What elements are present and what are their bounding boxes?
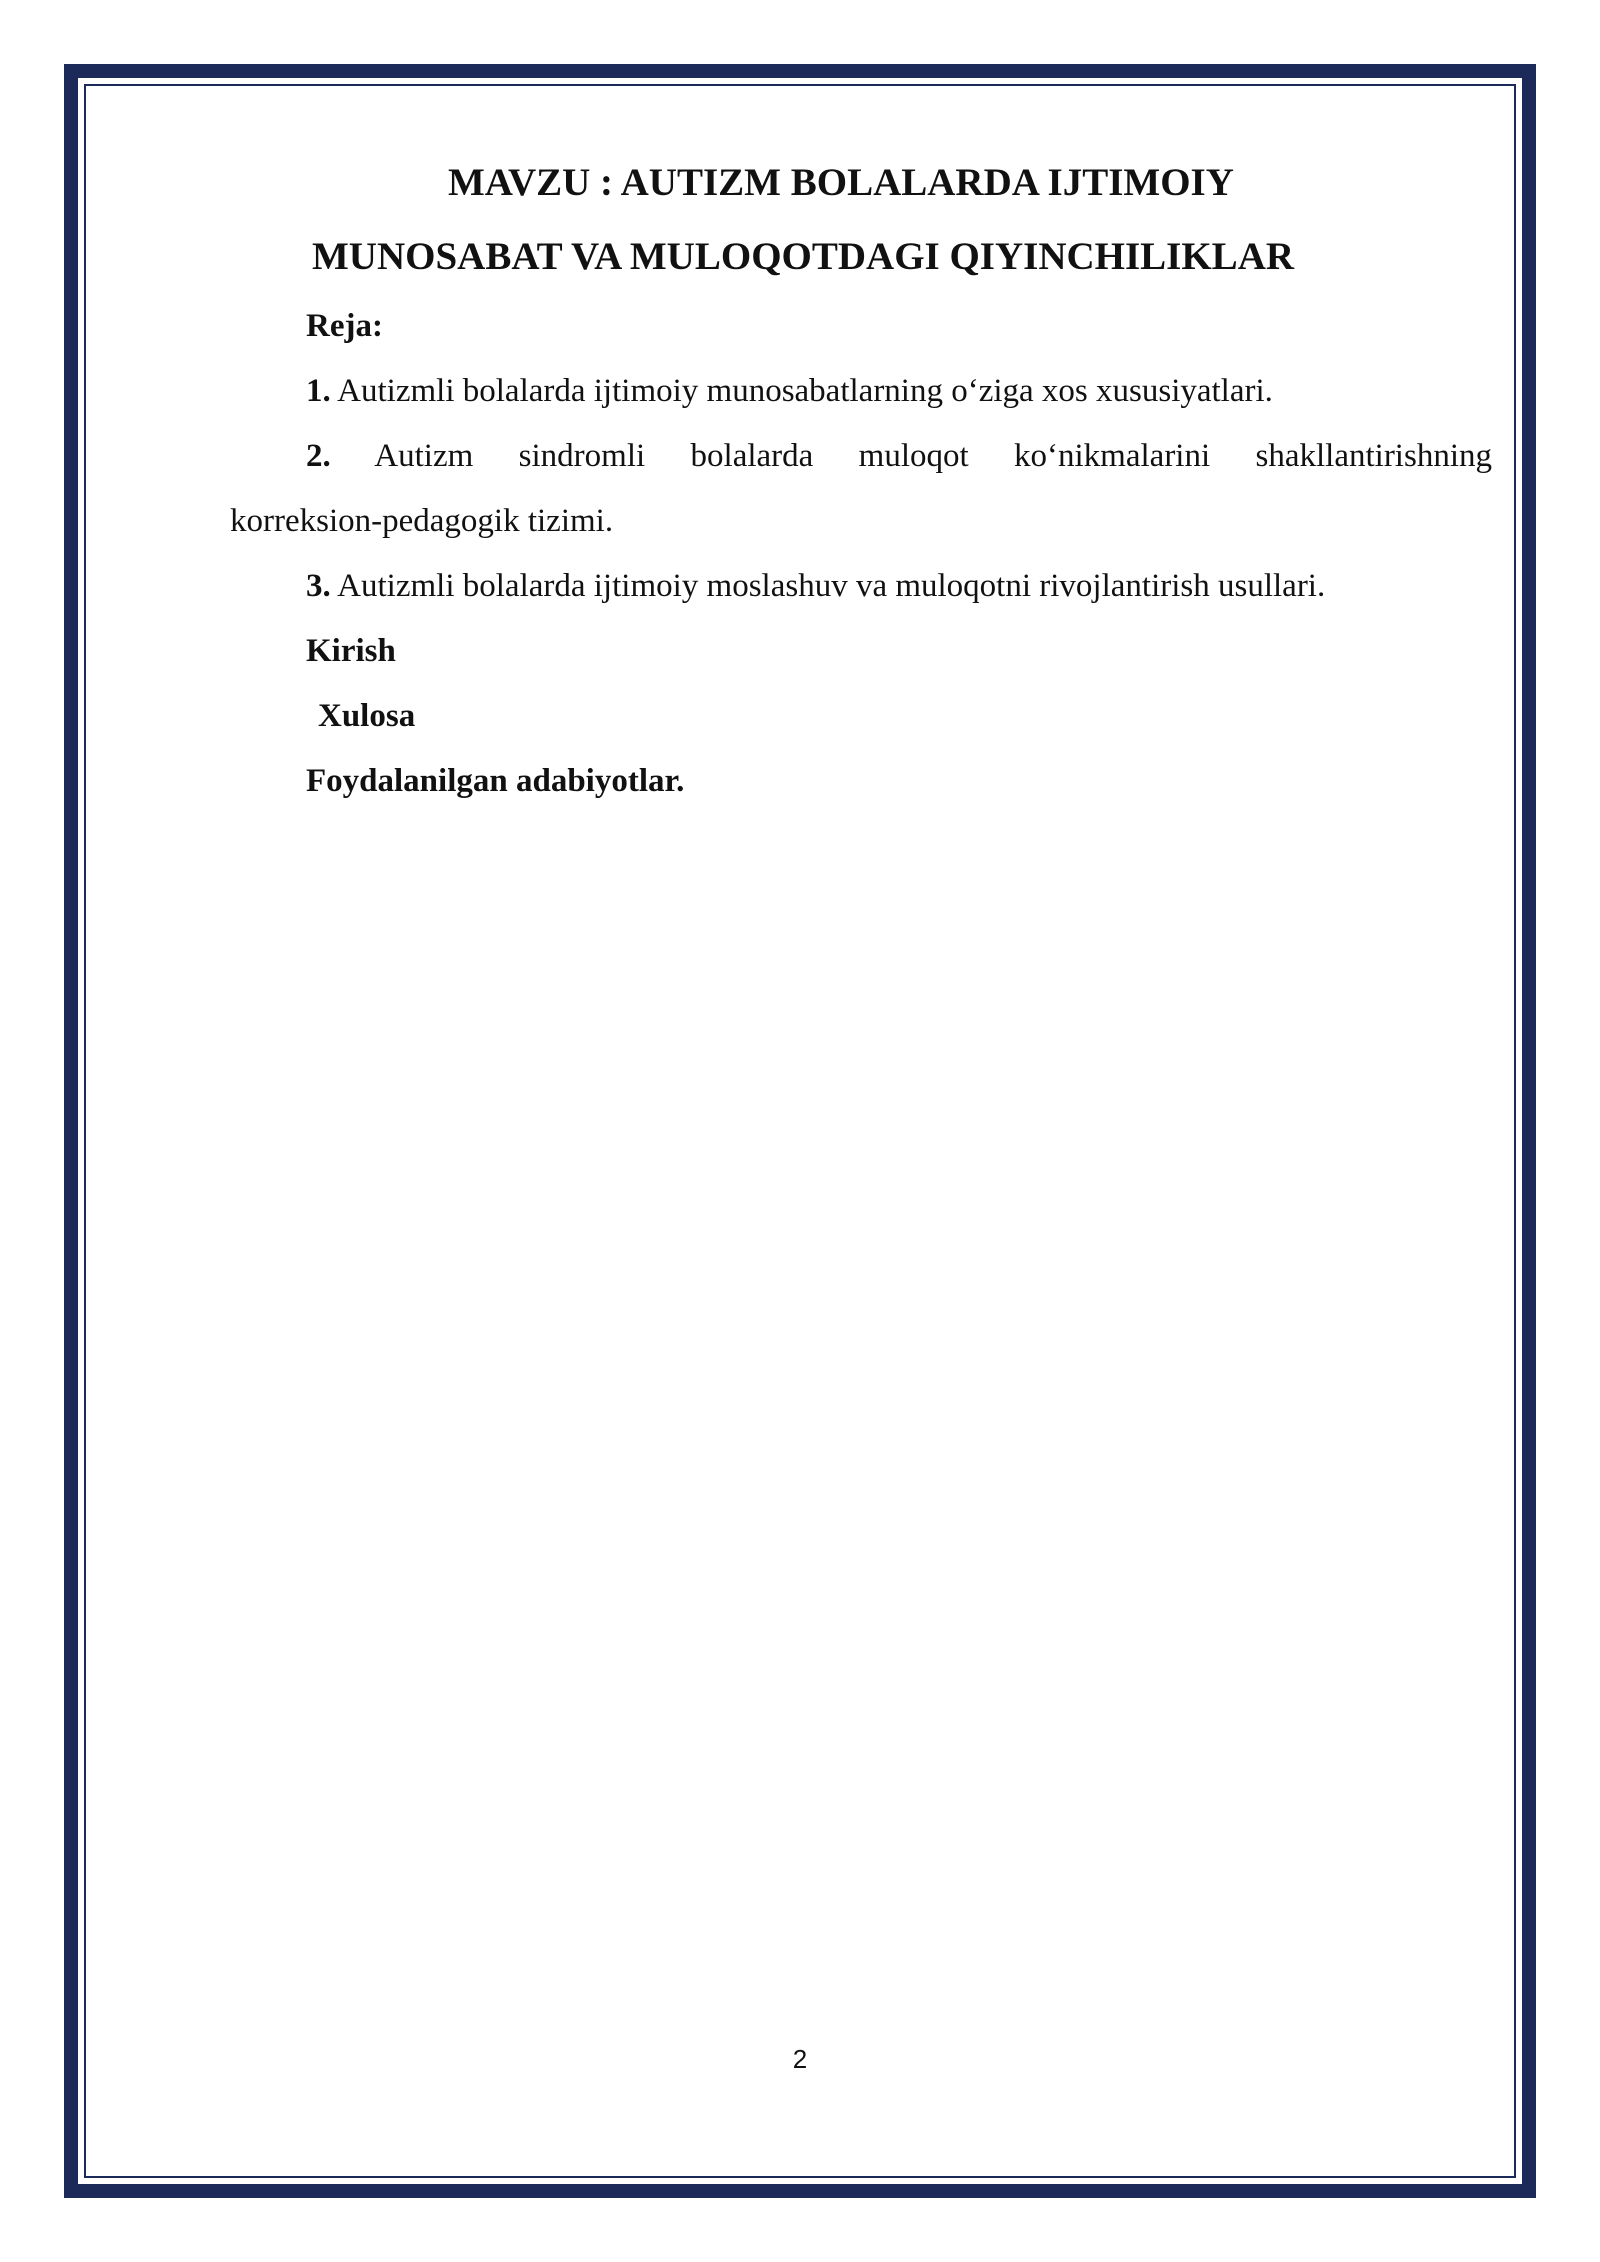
page-number: 2 [792, 2044, 808, 2074]
plan-item-text: Autizm sindromli bolalarda muloqot ko‘nikmalarini shakllantirishning [330, 438, 1492, 474]
plan-item-number: 3. [306, 568, 331, 604]
section-intro: Kirish [306, 633, 396, 669]
plan-item-number: 2. [306, 438, 331, 474]
plan-item-number: 1. [306, 373, 331, 409]
section-conclusion: Xulosa [318, 698, 416, 734]
plan-item-text: Autizmli bolalarda ijtimoiy moslashuv va muloqotni rivojlantirish usullari. [330, 568, 1326, 604]
plan-item-3 [230, 554, 1492, 619]
plan-item-1 [230, 359, 1492, 424]
document-title-line-1: MAVZU : AUTIZM BOLALARDA IJTIMOIY [448, 161, 1234, 204]
plan-item-2-line-2: korreksion-pedagogik tizimi. [230, 503, 614, 539]
plan-item-2-line-1 [230, 424, 1492, 489]
plan-heading: Reja: [306, 308, 383, 344]
plan-item-text: Autizmli bolalarda ijtimoiy munosabatlarning o‘ziga xos xususiyatlari. [330, 373, 1273, 409]
document-body [230, 146, 1492, 814]
section-references: Foydalanilgan adabiyotlar. [306, 763, 685, 799]
document-title-line-2: MUNOSABAT VA MULOQOTDAGI QIYINCHILIKLAR [312, 235, 1295, 278]
